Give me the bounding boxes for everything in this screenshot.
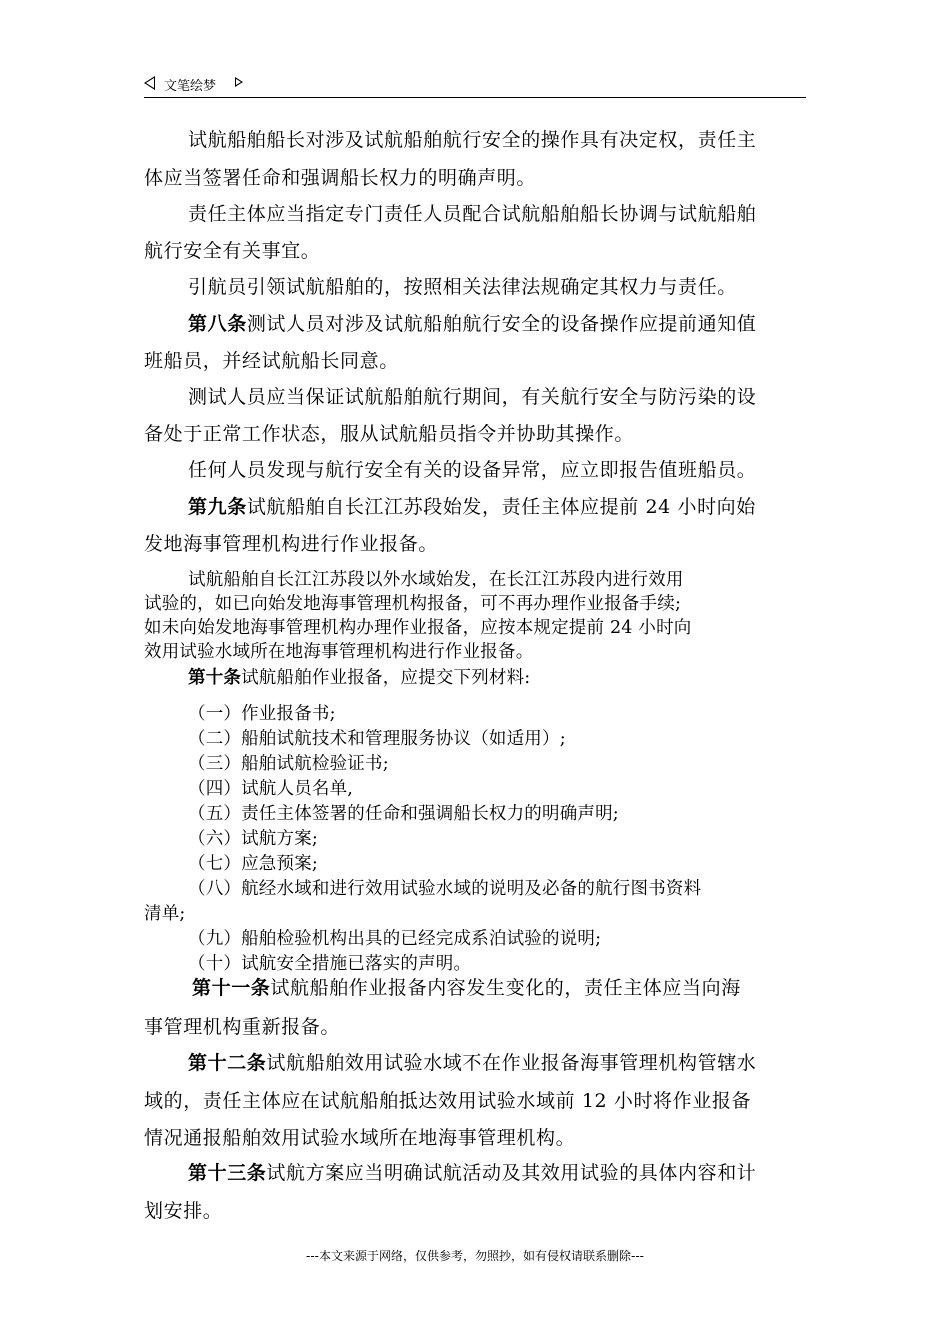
list-item: （二）船舶试航技术和管理服务协议（如适用）; [188,729,566,749]
article-10-text: 试航船舶作业报备，应提交下列材料: [241,668,531,688]
paragraph-line: 班船员，并经试航船长同意。 [144,350,399,372]
article-13-text: 试航方案应当明确试航活动及其效用试验的具体内容和计 [266,1162,757,1184]
list-item: （六）试航方案; [188,829,318,849]
paragraph-line: 航行安全有关事宜。 [144,240,321,262]
paragraph-line: 效用试验水域所在地海事管理机构进行作业报备。 [144,642,534,662]
header-divider [144,97,806,98]
article-9-line [188,492,756,519]
right-triangle-icon [235,77,243,87]
article-8-line [188,309,756,336]
list-item: （三）船舶试航检验证书; [188,754,389,774]
article-10-title: 第十条 [188,668,242,688]
paragraph-line: 备处于正常工作状态，服从试航船员指令并协助其操作。 [144,423,635,445]
article-13-title: 第十三条 [188,1162,267,1184]
paragraph-line: 责任主体应当指定专门责任人员配合试航船舶船长协调与试航船舶 [188,203,757,225]
list-item: （四）试航人员名单, [188,779,354,799]
paragraph-line: 体应当签署任命和强调船长权力的明确声明。 [144,167,537,189]
paragraph-line: 试验的，如已向始发地海事管理机构报备，可不再办理作业报备手续; [144,594,682,614]
paragraph-line: 引航员引领试航船舶的，按照相关法律法规确定其权力与责任。 [188,276,737,298]
article-8-title: 第八条 [188,313,247,335]
page-footer: ---本文来源于网络，仅供参考，勿照抄，如有侵权请联系删除--- [306,1249,644,1263]
article-10-line [188,664,530,689]
article-13-line [188,1158,756,1185]
paragraph-line: 测试人员应当保证试航船舶航行期间，有关航行安全与防污染的设 [188,386,757,408]
article-8-text: 测试人员对涉及试航船舶航行安全的设备操作应提前通知值 [246,313,757,335]
list-item: （十）试航安全措施已落实的声明。 [188,954,472,974]
article-11-text: 试航船舶作业报备内容发生变化的，责任主体应当向海 [270,977,741,999]
paragraph-line: 情况通报船舶效用试验水域所在地海事管理机构。 [144,1127,576,1149]
paragraph-line: 如未向始发地海事管理机构办理作业报备，应按本规定提前 24 小时向 [144,618,692,638]
left-triangle-icon [144,76,155,90]
header-brand: 文笔绘梦 [164,79,217,94]
paragraph-line: 试航船舶船长对涉及试航船舶航行安全的操作具有决定权，责任主 [188,129,757,151]
list-item: （五）责任主体签署的任命和强调船长权力的明确声明; [188,804,619,824]
article-12-line [188,1048,756,1075]
article-11-title: 第十一条 [192,977,271,999]
list-item: 清单; [144,904,186,924]
list-item: （一）作业报备书; [188,704,336,724]
article-9-text: 试航船舶自长江江苏段始发，责任主体应提前 24 小时向始 [246,496,756,518]
article-11-line [192,973,741,1000]
paragraph-line: 发地海事管理机构进行作业报备。 [144,533,439,555]
article-9-title: 第九条 [188,496,247,518]
list-item: （八）航经水域和进行效用试验水域的说明及必备的航行图书资料 [188,879,702,899]
paragraph-line: 试航船舶自长江江苏段以外水域始发，在长江江苏段内进行效用 [188,570,684,590]
paragraph-line: 域的，责任主体应在试航船舶抵达效用试验水域前 12 小时将作业报备 [144,1090,752,1112]
page-header [144,72,806,96]
paragraph-line: 事管理机构重新报备。 [144,1016,341,1038]
article-12-title: 第十二条 [188,1052,267,1074]
list-item: （七）应急预案; [188,854,318,874]
paragraph-line: 任何人员发现与航行安全有关的设备异常，应立即报告值班船员。 [188,459,757,481]
list-item: （九）船舶检验机构出具的已经完成系泊试验的说明; [188,929,602,949]
article-12-text: 试航船舶效用试验水域不在作业报备海事管理机构管辖水 [266,1052,757,1074]
paragraph-line: 划安排。 [144,1200,223,1222]
